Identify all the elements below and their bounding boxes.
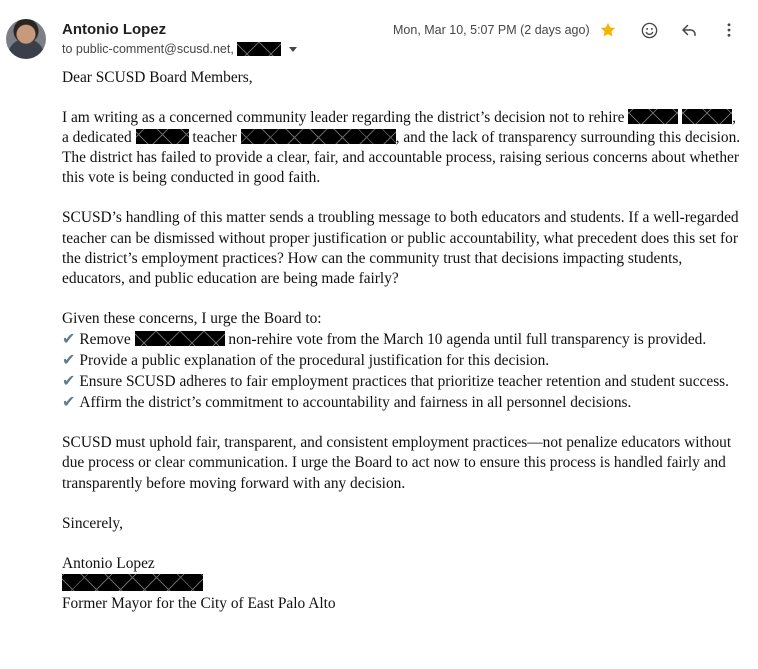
- bullet-4: [62, 392, 742, 413]
- bullet-4-text: Affirm the district’s commitment to accountability and fairness in all personnel decisions.: [79, 394, 632, 412]
- redacted-block: [136, 129, 189, 144]
- bullet-1-pre: Remove: [79, 330, 135, 348]
- redacted-block: [628, 109, 678, 124]
- signature-title: Former Mayor for the City of East Palo Alto: [62, 594, 336, 612]
- recipients-line[interactable]: [62, 42, 297, 56]
- bullet-2-text: Provide a public explanation of the procedural justification for this decision.: [79, 352, 550, 370]
- reply-button[interactable]: [677, 18, 701, 42]
- redacted-block: [241, 129, 396, 144]
- recipients-text: to public-comment@scusd.net,: [62, 42, 234, 56]
- sender-name[interactable]: Antonio Lopez: [62, 21, 167, 38]
- redacted-block: [237, 42, 281, 56]
- redacted-block: [135, 331, 225, 346]
- paragraph-4: SCUSD must uphold fair, transparent, and consistent employment practices—not penalize educators without due process or clear communication. I urge the Board to act now to ensure this process is handled fairly and transparently before moving forward with any decision.: [62, 434, 732, 492]
- reply-icon: [680, 21, 698, 39]
- check-icon: ✔: [62, 371, 76, 391]
- check-icon: ✔: [62, 350, 76, 370]
- p1-text-4: , and the lack of transparency surrounding this decision. The district has failed to provide a clear, fair, and accountable process, raising serious concerns about whether this vote is being conducted in good faith.: [62, 129, 741, 187]
- avatar[interactable]: [6, 19, 46, 59]
- emoji-icon: [640, 21, 659, 40]
- check-icon: ✔: [62, 392, 76, 412]
- bullet-3: [62, 371, 742, 392]
- email-header: [0, 0, 758, 66]
- star-button[interactable]: [596, 18, 620, 42]
- paragraph-3-intro: Given these concerns, I urge the Board to:: [62, 309, 322, 327]
- check-icon: ✔: [62, 328, 76, 348]
- paragraph-1: [62, 108, 742, 188]
- bullet-2: [62, 350, 742, 371]
- signature-name: Antonio Lopez: [62, 554, 155, 572]
- bullet-3-text: Ensure SCUSD adheres to fair employment practices that prioritize teacher retention and student success.: [79, 373, 730, 391]
- emoji-button[interactable]: [637, 18, 661, 42]
- more-options-button[interactable]: [717, 18, 741, 42]
- email-body: [62, 66, 742, 614]
- more-vert-icon: [720, 21, 738, 39]
- bullet-1-post: non-rehire vote from the March 10 agenda until full transparency is provided.: [224, 330, 707, 348]
- star-icon: [599, 21, 617, 39]
- chevron-down-icon[interactable]: [289, 47, 297, 52]
- redacted-block: [682, 109, 732, 124]
- p1-text-3: teacher: [188, 129, 241, 147]
- bullet-1: [62, 329, 742, 350]
- paragraph-2: SCUSD’s handling of this matter sends a troubling message to both educators and students. If a well-regarded teacher can be dismissed without proper justification or public accountability, what precedent does this set for the district’s employment practices? How can the community trust that decisions impacting students, educators, and public education are being made fairly?: [62, 209, 739, 287]
- email-date: Mon, Mar 10, 5:07 PM (2 days ago): [393, 23, 590, 37]
- closing: Sincerely,: [62, 514, 123, 532]
- p1-text-2: , a dedicated: [62, 109, 736, 147]
- greeting: Dear SCUSD Board Members,: [62, 69, 253, 86]
- p1-text-1: I am writing as a concerned community leader regarding the district’s decision not to rehire: [62, 109, 629, 127]
- signature-redacted: [62, 574, 742, 594]
- redacted-block: [62, 574, 203, 591]
